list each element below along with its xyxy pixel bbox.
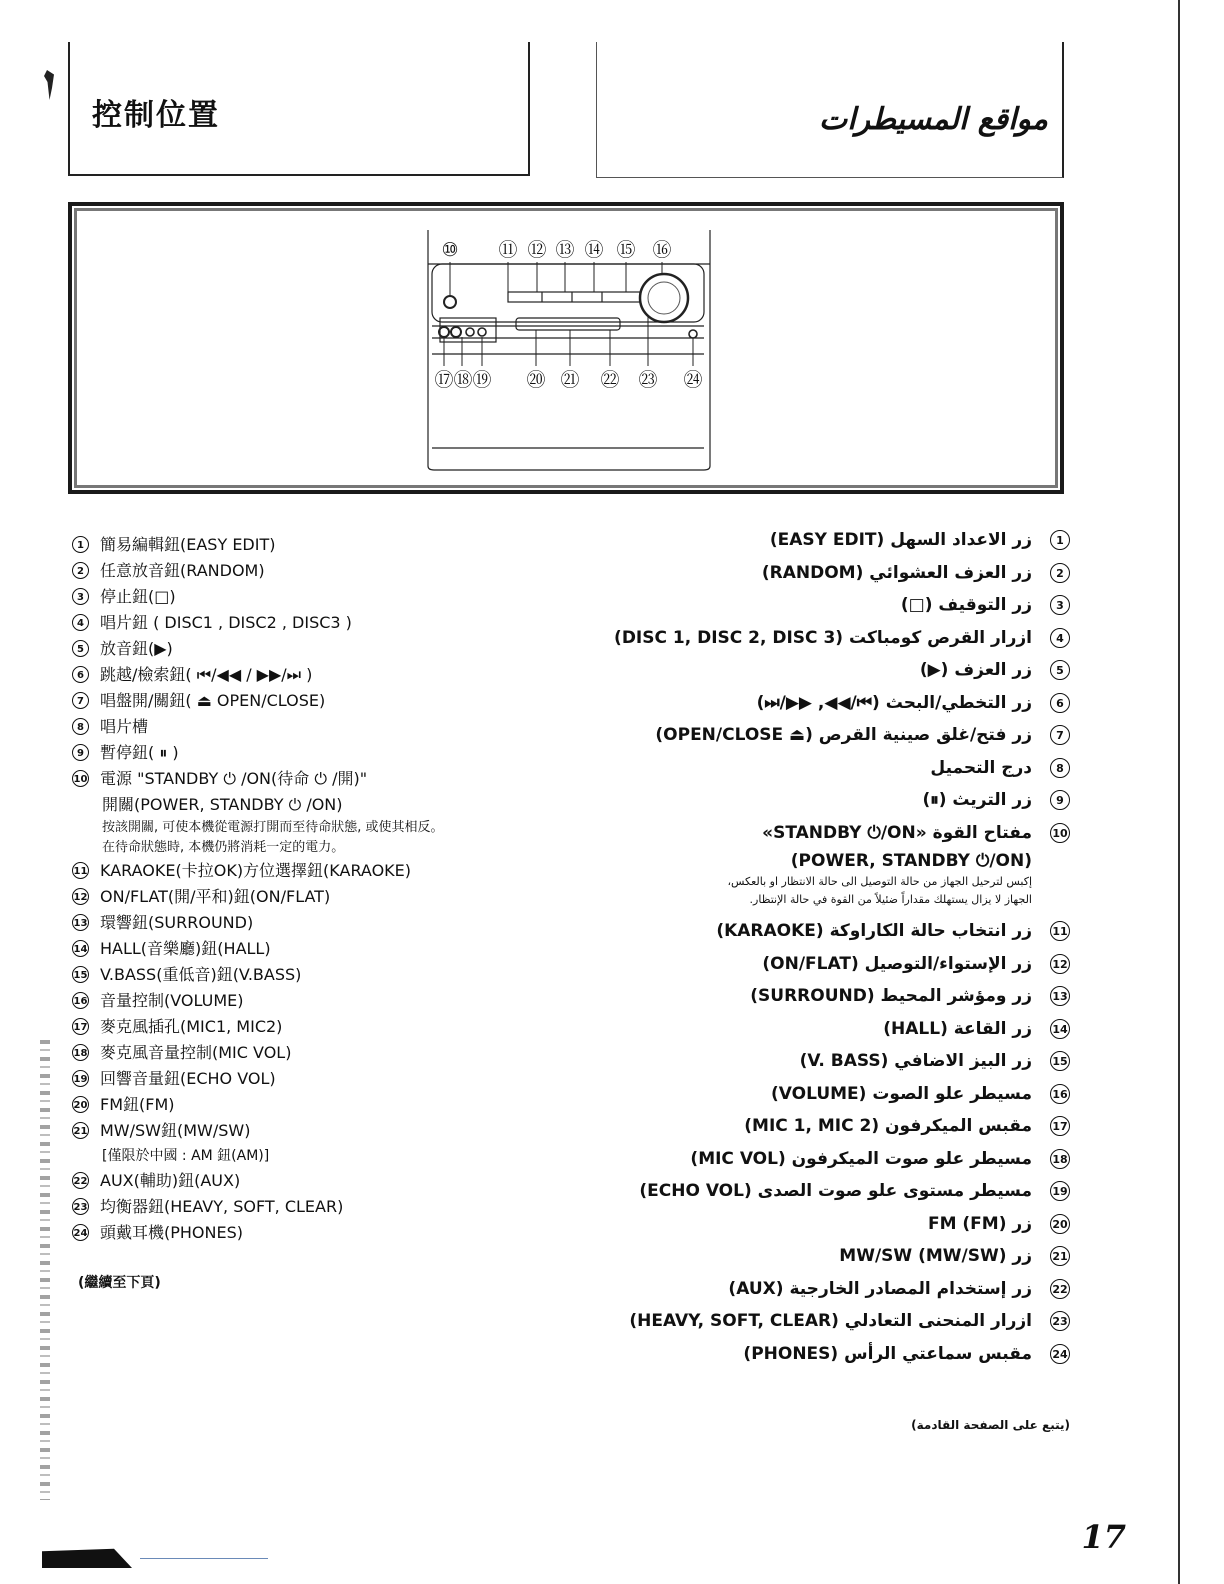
zh-item-text: KARAOKE(卡拉OK)方位選擇鈕(KARAOKE) <box>100 861 412 880</box>
ar-item-text: درج التحميل <box>930 757 1032 778</box>
power-button <box>444 296 456 308</box>
device-illustration <box>72 206 1060 490</box>
ar-item-subtext: (POWER, STANDBY ⏻/ON) <box>790 851 1032 871</box>
zh-item-text: AUX(輔助)鈕(AUX) <box>100 1171 241 1190</box>
zh-item <box>72 584 592 610</box>
phones-jack <box>689 330 697 338</box>
unit-front-panel <box>432 264 704 322</box>
zh-item-text: FM鈕(FM) <box>100 1095 175 1114</box>
item-number: 5 <box>72 640 89 657</box>
item-number: 12 <box>1050 954 1070 974</box>
ar-item <box>610 654 1070 687</box>
item-number: 23 <box>72 1198 89 1215</box>
ar-item <box>610 719 1070 752</box>
footer-rule <box>140 1558 268 1559</box>
page-number: 17 <box>1081 1518 1126 1556</box>
zh-item <box>72 636 592 662</box>
ar-item <box>610 1273 1070 1306</box>
callout-14: ⑭ <box>584 239 604 261</box>
ar-item-text: زر MW/SW (MW/SW) <box>839 1246 1032 1266</box>
callout-20: ⑳ <box>526 369 546 391</box>
item-number: 3 <box>1050 595 1070 615</box>
ar-item-text: ازرار القرص كومباكت (DISC 1, DISC 2, DISC 3) <box>614 627 1032 648</box>
zh-item-text: 均衡器鈕(HEAVY, SOFT, CLEAR) <box>100 1197 344 1216</box>
button-strip <box>508 292 640 302</box>
item-number: 5 <box>1050 660 1070 680</box>
ar-header-box <box>596 42 1064 178</box>
zh-continued-note: (繼續至下頁) <box>78 1275 161 1291</box>
item-number: 7 <box>72 692 89 709</box>
zh-item <box>72 1014 592 1040</box>
item-number: 7 <box>1050 725 1070 745</box>
ar-item-text: زر القاعة (HALL) <box>883 1018 1032 1039</box>
zh-item <box>72 532 592 558</box>
zh-item <box>72 884 592 910</box>
ar-item <box>610 1045 1070 1078</box>
zh-header-box <box>68 42 530 176</box>
ar-item <box>610 817 1070 850</box>
zh-item <box>72 558 592 584</box>
callout-16: ⑯ <box>652 239 672 261</box>
item-number: 19 <box>72 1070 89 1087</box>
ar-item-text: زر ومؤشر المحيط (SURROUND) <box>750 986 1032 1006</box>
item-number: 24 <box>72 1224 89 1241</box>
item-number: 1 <box>1050 530 1070 550</box>
callout-18: ⑱ <box>453 369 473 391</box>
item-number: 14 <box>72 940 89 957</box>
zh-item <box>72 962 592 988</box>
callout-17: ⑰ <box>434 369 454 391</box>
zh-item-text: 唱片鈕 ( DISC1 , DISC2 , DISC3 ) <box>100 613 352 632</box>
zh-item-text: 頭戴耳機(PHONES) <box>100 1223 243 1242</box>
item-number: 18 <box>72 1044 89 1061</box>
zh-item-text: 唱片槽 <box>100 717 149 736</box>
scan-mark <box>44 70 54 100</box>
ar-item-text: زر إستخدام المصادر الخارجية (AUX) <box>728 1278 1032 1299</box>
item-number: 3 <box>72 588 89 605</box>
unit-outline <box>428 230 710 470</box>
ar-item-text: زر التوقيف (□) <box>900 595 1032 615</box>
callout-11: ⑪ <box>498 239 518 261</box>
zh-item <box>72 1118 592 1144</box>
item-number: 22 <box>72 1172 89 1189</box>
ar-item <box>610 524 1070 557</box>
callout-19: ⑲ <box>472 369 492 391</box>
ar-item <box>610 1338 1070 1371</box>
ar-item-text: مفتاح القوة «STANDBY ⏻/ON» <box>762 822 1032 843</box>
ar-item-text: مقبس الميكرفون (MIC 1, MIC 2) <box>744 1116 1032 1136</box>
zh-item <box>72 1168 592 1194</box>
zh-item-note: 在待命狀態時, 本機仍將消耗一定的電力。 <box>102 840 345 855</box>
ar-item-note: إكبس لترحيل الجهاز من حالة التوصيل الى حالة الانتظار او بالعكس، <box>727 875 1032 888</box>
zh-item <box>72 1066 592 1092</box>
ar-item <box>610 1305 1070 1338</box>
ar-item <box>610 752 1070 785</box>
item-number: 24 <box>1050 1344 1070 1364</box>
item-number: 2 <box>72 562 89 579</box>
item-number: 20 <box>1050 1214 1070 1234</box>
item-number: 6 <box>72 666 89 683</box>
zh-item-text: 唱盤開/關鈕( ⏏ OPEN/CLOSE) <box>100 691 326 710</box>
item-number: 13 <box>72 914 89 931</box>
volume-knob <box>640 274 688 322</box>
zh-item <box>72 858 592 884</box>
zh-item-text: 麥克風音量控制(MIC VOL) <box>100 1043 292 1062</box>
zh-item-text: MW/SW鈕(MW/SW) <box>100 1121 251 1140</box>
ar-item <box>610 1240 1070 1273</box>
item-number: 17 <box>1050 1116 1070 1136</box>
zh-item <box>72 910 592 936</box>
item-number: 8 <box>1050 758 1070 778</box>
callout-22: ㉒ <box>600 369 620 391</box>
ar-item <box>610 1175 1070 1208</box>
ar-item <box>610 915 1070 948</box>
item-number: 11 <box>1050 921 1070 941</box>
zh-item-text: 音量控制(VOLUME) <box>100 991 244 1010</box>
ar-page-title: مواقع المسيطرات <box>818 102 1048 137</box>
zh-control-list <box>72 532 592 1246</box>
ar-item-text: زر FM (FM) <box>927 1213 1032 1234</box>
zh-item <box>72 766 592 792</box>
ar-item-text: زر التخطي/البحث (⏮/◀◀, ▶▶/⏭) <box>756 692 1032 713</box>
ar-item-text: زر انتخاب حالة الكاراوكة (KARAOKE) <box>716 921 1032 941</box>
item-number: 12 <box>72 888 89 905</box>
item-number: 11 <box>72 862 89 879</box>
item-number: 14 <box>1050 1019 1070 1039</box>
item-number: 15 <box>1050 1051 1070 1071</box>
item-number: 10 <box>1050 823 1070 843</box>
scan-smudge <box>42 1544 132 1568</box>
device-figure <box>68 202 1064 494</box>
zh-item-text: ON/FLAT(開/平和)鈕(ON/FLAT) <box>100 887 331 906</box>
item-number: 23 <box>1050 1311 1070 1331</box>
ar-item-text: زر الإستواء/التوصيل (ON/FLAT) <box>762 953 1032 974</box>
item-number: 19 <box>1050 1181 1070 1201</box>
item-number: 18 <box>1050 1149 1070 1169</box>
callout-12: ⑫ <box>527 239 547 261</box>
zh-item-text: 簡易編輯鈕(EASY EDIT) <box>100 535 276 554</box>
zh-item <box>72 1040 592 1066</box>
ar-item-note: الجهاز لا يزال يستهلك مقداراً ضئيلاً من القوة في حالة الإنتظار. <box>749 893 1032 906</box>
ar-item <box>610 1143 1070 1176</box>
zh-item-text: HALL(音樂廳)鈕(HALL) <box>100 939 271 958</box>
zh-item-text: 放音鈕(▶) <box>100 639 173 658</box>
zh-item-text: 跳越/檢索鈕( ⏮/◀◀ / ▶▶/⏭ ) <box>100 665 313 684</box>
ar-continued-note: (يتبع على الصفحة القادمة) <box>911 1418 1070 1432</box>
item-number: 16 <box>72 992 89 1009</box>
zh-item <box>72 1194 592 1220</box>
zh-item-text: 麥克風插孔(MIC1, MIC2) <box>100 1017 283 1036</box>
ar-item-text: مسيطر علو صوت الميكرفون (MIC VOL) <box>690 1148 1032 1169</box>
ar-item-text: زر فتح/غلق صينية القرص (⏏ OPEN/CLOSE) <box>655 725 1032 745</box>
ar-item <box>610 784 1070 817</box>
zh-item-text: 回響音量鈕(ECHO VOL) <box>100 1069 276 1088</box>
ar-item-text: مقبس سماعتي الرأس (PHONES) <box>743 1343 1032 1364</box>
item-number: 21 <box>72 1122 89 1139</box>
zh-item-text: 停止鈕(□) <box>100 587 176 606</box>
ar-item <box>610 589 1070 622</box>
ar-item-text: زر البيز الاضافي (V. BASS) <box>799 1051 1032 1071</box>
zh-item <box>72 936 592 962</box>
zh-item-text: 環響鈕(SURROUND) <box>100 913 254 932</box>
ar-item <box>610 622 1070 655</box>
item-number: 4 <box>72 614 89 631</box>
zh-item-note: [僅限於中國 : AM 鈕(AM)] <box>102 1148 270 1164</box>
callout-10: ⑩ <box>441 239 459 261</box>
ar-item-text: زر العزف (▶) <box>919 660 1032 680</box>
scan-edge-noise <box>40 1040 50 1500</box>
item-number: 2 <box>1050 563 1070 583</box>
ar-control-list <box>610 524 1070 1370</box>
item-number: 9 <box>72 744 89 761</box>
item-number: 20 <box>72 1096 89 1113</box>
zh-item-text: 電源 "STANDBY ⏻ /ON(待命 ⏻ /開)" <box>100 769 368 788</box>
zh-page-title: 控制位置 <box>92 98 220 133</box>
item-number: 1 <box>72 536 89 553</box>
ar-item <box>610 1078 1070 1111</box>
ar-item <box>610 980 1070 1013</box>
zh-item-note: 按該開關, 可使本機從電源打開而至待命狀態, 或使其相反。 <box>102 820 444 835</box>
zh-item-subtext: 開關(POWER, STANDBY ⏻ /ON) <box>102 795 343 814</box>
tuner-buttons <box>516 318 620 330</box>
ar-item <box>610 1208 1070 1241</box>
item-number: 21 <box>1050 1246 1070 1266</box>
item-number: 9 <box>1050 790 1070 810</box>
callout-24: ㉔ <box>683 369 703 391</box>
ar-item-text: ازرار المنحنى التعادلي (HEAVY, SOFT, CLEAR) <box>629 1311 1032 1331</box>
page-edge-line <box>1178 0 1180 1584</box>
ar-item <box>610 948 1070 981</box>
callout-13: ⑬ <box>555 239 575 261</box>
item-number: 6 <box>1050 693 1070 713</box>
zh-item-text: V.BASS(重低音)鈕(V.BASS) <box>100 965 302 984</box>
zh-item <box>72 662 592 688</box>
zh-item <box>72 688 592 714</box>
zh-item <box>72 610 592 636</box>
item-number: 15 <box>72 966 89 983</box>
callout-23: ㉓ <box>638 369 658 391</box>
item-number: 16 <box>1050 1084 1070 1104</box>
item-number: 22 <box>1050 1279 1070 1299</box>
callout-21: ㉑ <box>560 369 580 391</box>
zh-item <box>72 714 592 740</box>
ar-item <box>610 1013 1070 1046</box>
item-number: 10 <box>72 770 89 787</box>
ar-item-text: مسيطر علو الصوت (VOLUME) <box>771 1083 1032 1104</box>
ar-item-text: مسيطر مستوى علو صوت الصدى (ECHO VOL) <box>639 1181 1032 1201</box>
ar-item <box>610 557 1070 590</box>
ar-item <box>610 1110 1070 1143</box>
ar-item-text: زر العزف العشوائي (RANDOM) <box>761 562 1032 583</box>
ar-item-text: زر الاعداد السهل (EASY EDIT) <box>769 530 1032 550</box>
zh-item <box>72 1220 592 1246</box>
ar-item-text: زر التريث (⏸) <box>922 790 1032 810</box>
zh-item-text: 任意放音鈕(RANDOM) <box>100 561 265 580</box>
zh-item <box>72 988 592 1014</box>
ar-item <box>610 687 1070 720</box>
callout-15: ⑮ <box>616 239 636 261</box>
zh-item <box>72 740 592 766</box>
zh-item <box>72 1092 592 1118</box>
item-number: 13 <box>1050 986 1070 1006</box>
item-number: 8 <box>72 718 89 735</box>
item-number: 17 <box>72 1018 89 1035</box>
zh-item-text: 暫停鈕( ⏸ ) <box>100 743 179 762</box>
item-number: 4 <box>1050 628 1070 648</box>
